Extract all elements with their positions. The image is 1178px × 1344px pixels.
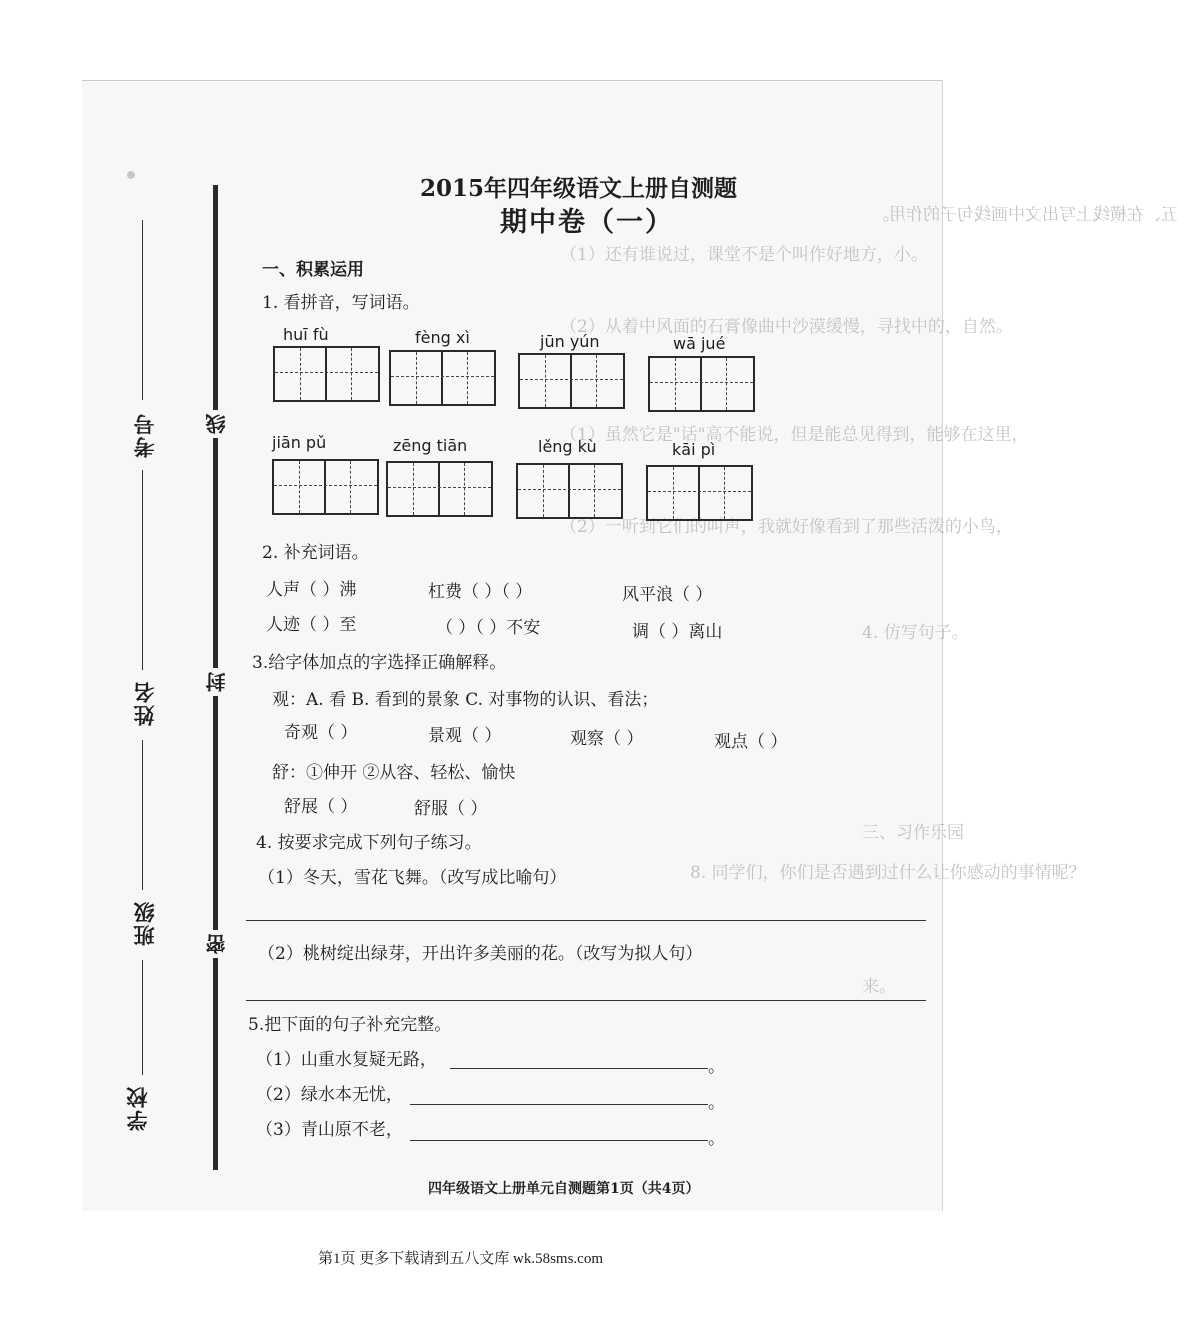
bleed-text: 来。 — [862, 977, 896, 997]
q5-title: 5.把下面的句子补充完整。 — [248, 1015, 452, 1035]
pinyin-label: huī fù — [283, 325, 329, 344]
writing-box[interactable] — [648, 356, 755, 412]
q3-title: 3.给字体加点的字选择正确解释。 — [252, 653, 507, 673]
q3-shu-item: 舒展（ ） — [284, 797, 358, 817]
q2-title: 2. 补充词语。 — [262, 543, 369, 563]
seal-xian: 线 — [202, 410, 231, 438]
page-footer: 第1页 更多下载请到五八文库 wk.58sms.com — [318, 1251, 604, 1267]
q3-guan-item: 观察（ ） — [570, 729, 644, 749]
q5-sentence-3: （3）青山原不老， — [256, 1120, 403, 1140]
pinyin-label: kāi pì — [672, 440, 716, 459]
writing-box[interactable] — [272, 459, 379, 515]
q2-item: 杠费（ ）（ ） — [428, 582, 533, 602]
xingming-label: 姓名 — [132, 680, 157, 726]
writing-box[interactable] — [646, 465, 753, 521]
q3-shu-definition: 舒：①伸开 ②从容、轻松、愉快 — [272, 763, 516, 783]
bleed-text: 4. 仿写句子。 — [862, 623, 969, 643]
q3-guan-item: 奇观（ ） — [284, 723, 358, 743]
pinyin-label: jūn yún — [540, 332, 600, 351]
answer-line[interactable] — [246, 1000, 926, 1001]
writing-box[interactable] — [389, 350, 496, 406]
q2-item: （ ）（ ）不安 — [436, 618, 541, 638]
q3-shu-item: 舒服（ ） — [414, 799, 488, 819]
answer-line[interactable] — [410, 1140, 708, 1141]
exam-subtitle: 期中卷（一） — [500, 207, 674, 238]
q2-item: 调（ ）离山 — [632, 622, 723, 642]
q2-item: 人迹（ ）至 — [266, 615, 357, 635]
answer-line[interactable] — [246, 920, 926, 921]
q5-period: 。 — [708, 1129, 725, 1149]
writing-box[interactable] — [518, 353, 625, 409]
banji-line — [142, 740, 145, 890]
q5-period: 。 — [708, 1093, 725, 1113]
bleed-text: 8. 同学们，你们是否遇到过什么让你感动的事情呢？ — [690, 863, 1086, 883]
bleed-text: 五、在横线上写出文中画线句子的作用。 — [872, 205, 1178, 225]
bleed-text: （2）从着中风面的石膏像曲中沙漠缓慢，寻找中的，自然。 — [560, 317, 1013, 337]
q4-title: 4. 按要求完成下列句子练习。 — [256, 833, 482, 853]
exam-title: 2015年四年级语文上册自测题 — [420, 175, 738, 202]
xuexiao-label: 学校 — [125, 1085, 150, 1131]
banji-label: 班级 — [132, 900, 157, 946]
q5-sentence-2: （2）绿水本无忧， — [256, 1085, 403, 1105]
q1-title: 1. 看拼音，写词语。 — [262, 293, 420, 313]
writing-box[interactable] — [516, 463, 623, 519]
answer-line[interactable] — [410, 1104, 708, 1105]
sheet-footer: 四年级语文上册单元自测题第1页（共4页） — [428, 1181, 700, 1197]
punch-hole-mark — [127, 171, 135, 179]
writing-box[interactable] — [273, 346, 380, 402]
writing-box[interactable] — [386, 461, 493, 517]
answer-line[interactable] — [450, 1068, 708, 1069]
seal-feng: 封 — [202, 668, 231, 696]
bleed-text: （1）还有谁说过，课堂不是个叫作好地方，小。 — [560, 245, 928, 265]
pinyin-label: jiān pǔ — [272, 433, 327, 452]
q2-item: 风平浪（ ） — [622, 585, 713, 605]
q5-period: 。 — [708, 1057, 725, 1077]
kaohao-label: 考号 — [132, 412, 157, 458]
xingming-line — [142, 470, 145, 670]
pinyin-label: wā jué — [673, 334, 726, 353]
bleed-text: 三、习作乐园 — [862, 823, 964, 843]
xuexiao-line — [142, 960, 145, 1075]
pinyin-label: zēng tiān — [393, 436, 468, 455]
q3-guan-definition: 观：A. 看 B. 看到的景象 C. 对事物的认识、看法； — [272, 690, 659, 710]
pinyin-label: fèng xì — [415, 328, 470, 347]
q2-item: 人声（ ）沸 — [266, 580, 357, 600]
seal-mi: 密 — [202, 930, 231, 958]
q3-guan-item: 景观（ ） — [428, 726, 502, 746]
pinyin-label: lěng kù — [538, 437, 597, 456]
q5-sentence-1: （1）山重水复疑无路， — [256, 1050, 437, 1070]
bleed-text: （1）虽然它是"话"高不能说，但是能总见得到，能够在这里， — [560, 425, 1029, 445]
q4-sentence-2: （2）桃树绽出绿芽，开出许多美丽的花。（改写为拟人句） — [258, 944, 703, 964]
q4-sentence-1: （1）冬天，雪花飞舞。（改写成比喻句） — [258, 868, 567, 888]
bleed-text: （2）一听到它们的叫声，我就好像看到了那些活泼的小鸟， — [560, 517, 1013, 537]
q3-guan-item: 观点（ ） — [714, 732, 788, 752]
kaohao-line — [142, 220, 145, 400]
section-title: 一、积累运用 — [262, 260, 364, 280]
